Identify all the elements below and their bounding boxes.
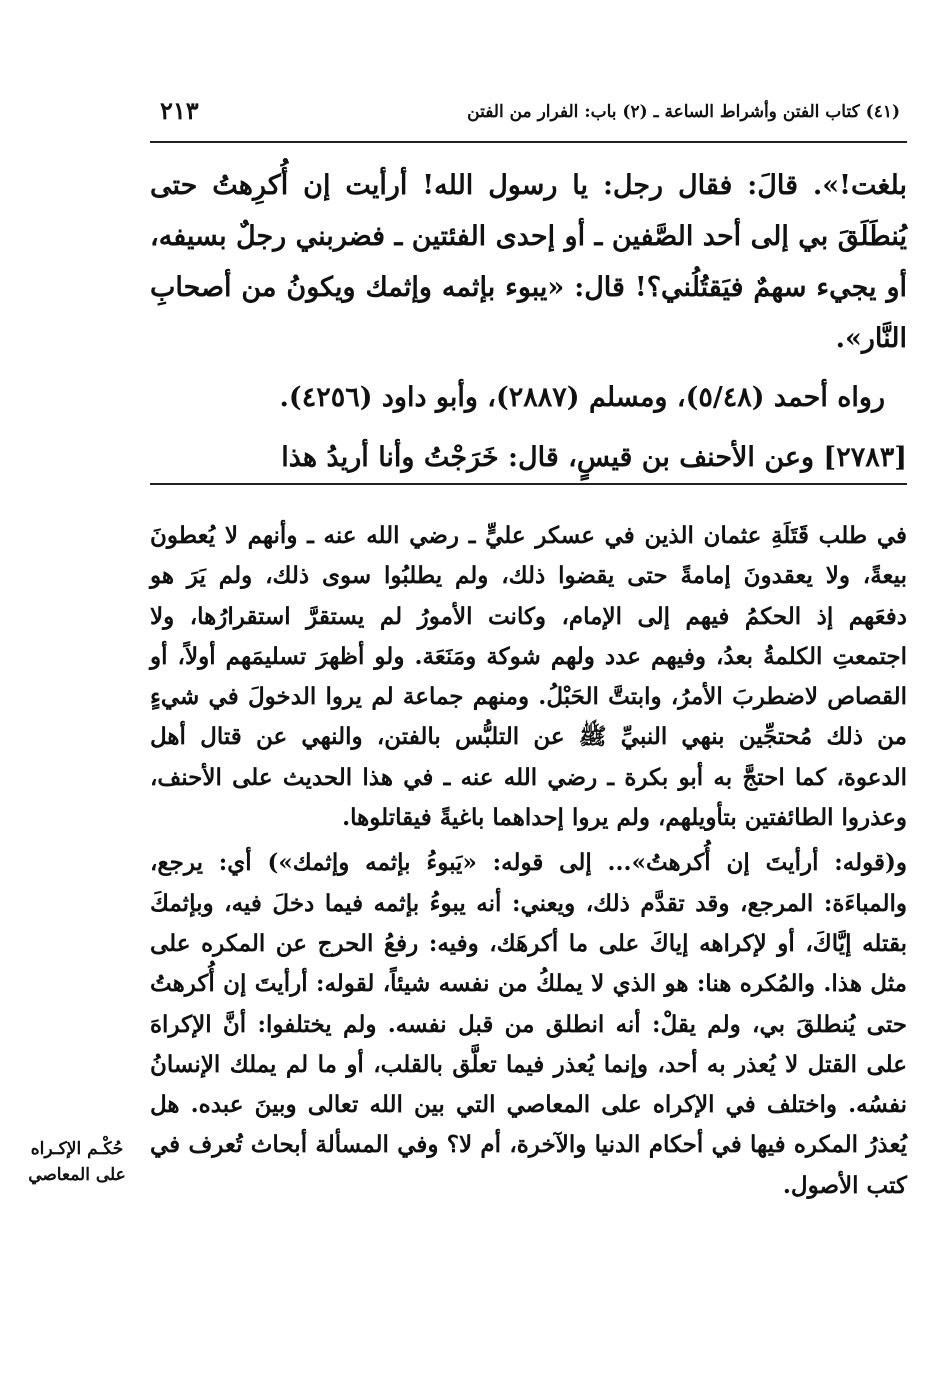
hadith-2783: [٢٧٨٣] وعن الأحنف بن قيسٍ، قال: خَرَجْتُ وأنا أريدُ هذا: [281, 442, 907, 473]
page-header: [148, 92, 900, 132]
footnote-separator: [150, 483, 907, 485]
commentary: [150, 516, 907, 1206]
page-number: ٢١٣: [160, 96, 199, 125]
main-text: [150, 160, 907, 483]
margin-note: [12, 1136, 142, 1188]
margin-note-line-1: حُكْـم الإكـراه: [30, 1139, 124, 1159]
hadith-continuation: بلغت!». قالَ: فقال رجل: يا رسول الله! أرأيت إن أُكرِهتُ حتى يُنطَلَقَ بي إلى أحد الصَّفين ـ أو إحدى الفئتين ـ فضربني رجلٌ بسيفه، أو يجيء سهمٌ فيَقتُلُني؟! قال: «يبوء بإثمه وإثمك ويكونُ من أصحابِ النَّار».: [150, 170, 907, 354]
hadith-source: رواه أحمد (٥/٤٨)، ومسلم (٢٨٨٧)، وأبو داود (٤٢٥٦).: [279, 382, 885, 413]
header-rule: [150, 141, 907, 143]
running-title: (٤١) كتاب الفتن وأشراط الساعة ـ (٢) باب: الفرار من الفتن: [467, 102, 900, 122]
margin-note-line-2: على المعاصي: [28, 1165, 126, 1185]
commentary-paragraph-1: في طلب قَتَلَةِ عثمان الذين في عسكر عليٍّ ـ رضي الله عنه ـ وأنهم لا يُعطونَ بيعةً، ولا يعقدونَ إمامةً حتى يقضوا ذلك، ولم يطلبُوا سوى ذلك، ولم يَرَ هو دفعَهم إذ الحكمُ فيهم إلى الإمام، وكانت الأمورُ لم يستقرَّ استقرارُها، ولا اجتمعتِ الكلمةُ بعدُ، وفيهم عدد ولهم شوكة ومَنَعَة. ولو أظهرَ تسليمَهم أولاً، أو القصاص لاضطربَ الأمرُ، وابتتَّ الحَبْلُ. ومنهم جماعة لم يروا الدخولَ في شيءٍ من ذلك مُحتجِّين بنهي النبيِّ ﷺ عن التلبُّس بالفتن، والنهي عن قتال أهل الدعوة، كما احتجَّ به أبو بكرة ـ رضي الله عنه ـ في هذا الحديث على الأحنف، وعذروا الطائفتين بتأويلهم، ولم يروا إحداهما باغيةً فيقاتلوها.: [150, 522, 907, 832]
commentary-paragraph-2: و(قوله: أرأيتَ إن أُكرهتُ»... إلى قوله: «يَبوءُ بإثمه وإثمك») أي: يرجع، والمباءَة: المرجع، وقد تقدَّم ذلك، ويعني: أنه يبوءُ بإثمه فيما دخلَ فيه، وبإثمكَ بقتله إيَّاكَ، أو لإكراهه إياكَ على ما أكرهَك، وفيه: رفعُ الحرج عن المكره على مثل هذا. والمُكره هنا: هو الذي لا يملكُ من نفسه شيئاً، لقوله: أرأيتَ إن أُكرهتُ حتى يُنطلقَ بي، ولم يقلْ: أنه انطلق من قبل نفسه. ولم يختلفوا: أنَّ الإكراهَ على القتل لا يُعذر به أحد، وإنما يُعذر فيما تعلَّق بالقلب، أو ما لم يملك الإنسانُ نفسُه. واختلف في الإكراه على المعاصي التي بين الله تعالى وبينَ عبده. هل يُعذرُ المكره فيها في أحكام الدنيا والآخرة، أم لا؟ وفي المسألة أبحاث تُعرف في كتب الأصول.: [150, 849, 907, 1199]
